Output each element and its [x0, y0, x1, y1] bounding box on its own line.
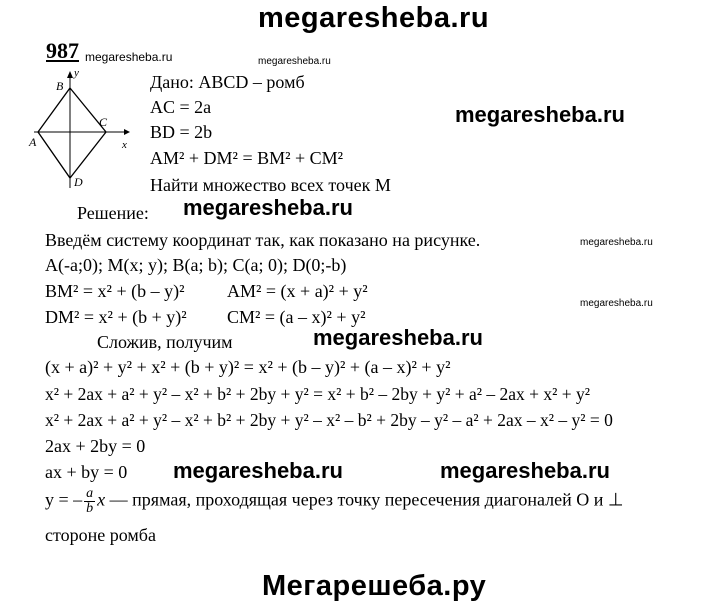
label-y: y	[74, 67, 79, 79]
given-line: BD = 2b	[150, 122, 213, 142]
watermark-small: megaresheba.ru	[580, 237, 653, 248]
given-condition: AM² + DM² = BM² + CM²	[150, 148, 344, 168]
given-find: Найти множество всех точек M	[150, 175, 391, 195]
watermark-small: megaresheba.ru	[580, 298, 653, 309]
label-d: D	[74, 175, 83, 189]
fraction-numerator: a	[86, 486, 94, 501]
formula-bm: BM² = x² + (b – y)²	[45, 281, 185, 301]
x-axis-arrow	[124, 129, 130, 135]
solution-heading: Решение:	[77, 203, 149, 223]
final-text: — прямая, проходящая через точку пересечения диагоналей O и ⊥	[105, 489, 624, 510]
solution-coords: A(-a;0); M(x; y); B(a; b); C(a; 0); D(0;-b)	[45, 255, 347, 275]
equation: ax + by = 0	[45, 462, 128, 482]
watermark-top: megaresheba.ru	[258, 2, 490, 34]
given-line: AC = 2a	[150, 97, 212, 117]
watermark-mid: megaresheba.ru	[440, 458, 610, 483]
final-answer-cont: стороне ромба	[45, 525, 156, 545]
watermark-mid: megaresheba.ru	[313, 325, 483, 350]
final-prefix: y = –	[45, 489, 83, 510]
equation: x² + 2ax + a² + y² – x² + b² + 2by + y² = x² + b² – 2by + y² + a² – 2ax + x² + y²	[45, 384, 590, 404]
rhombus-figure	[28, 66, 138, 196]
formula-dm: DM² = x² + (b + y)²	[45, 307, 187, 327]
fraction	[84, 487, 95, 516]
watermark-mid: megaresheba.ru	[173, 458, 343, 483]
formula-am: AM² = (x + a)² + y²	[227, 281, 368, 301]
label-a: A	[29, 135, 37, 149]
label-c: C	[99, 115, 108, 129]
y-axis-arrow	[67, 71, 73, 78]
equation: 2ax + 2by = 0	[45, 436, 146, 456]
final-variable: x	[97, 489, 106, 510]
watermark-small: megaresheba.ru	[258, 56, 331, 67]
sum-label: Сложив, получим	[97, 332, 233, 352]
solution-intro: Введём систему координат так, как показано на рисунке.	[45, 230, 481, 250]
watermark-bottom: Мегарешеба.ру	[262, 570, 487, 602]
problem-number: 987	[46, 38, 79, 63]
watermark-near-number: megaresheba.ru	[85, 50, 173, 64]
watermark-mid: megaresheba.ru	[183, 195, 353, 220]
label-b: B	[56, 79, 64, 93]
rhombus	[38, 88, 106, 178]
equation: x² + 2ax + a² + y² – x² + b² + 2by + y² – x² – b² + 2by – y² – a² + 2ax – x² – y² = 0	[45, 410, 613, 430]
equation: (x + a)² + y² + x² + (b + y)² = x² + (b – y)² + (a – x)² + y²	[45, 357, 451, 377]
given-line: Дано: ABCD – ромб	[150, 72, 305, 92]
label-x: x	[122, 139, 127, 151]
fraction-denominator: b	[86, 501, 94, 516]
formula-cm: CM² = (a – x)² + y²	[227, 307, 366, 327]
watermark-mid: megaresheba.ru	[455, 102, 625, 127]
final-answer	[45, 487, 624, 516]
diagonal	[38, 132, 70, 178]
